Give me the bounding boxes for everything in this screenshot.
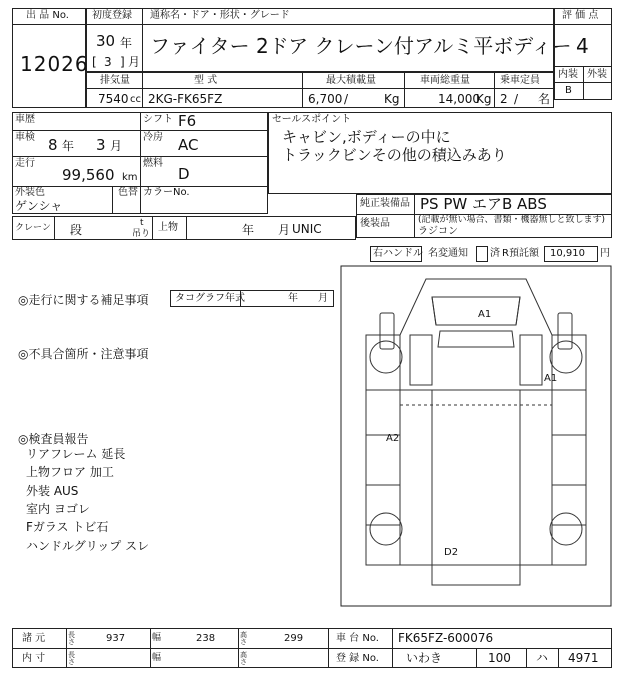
displacement-value: 7540 [98, 92, 129, 106]
mileage-label: 走行 [15, 158, 35, 169]
after-parts-note: (記載が無い場合、書類・機器無しと致します) [418, 215, 606, 225]
divider [142, 8, 143, 72]
registration-label: 初度登録 [92, 10, 132, 21]
sales-point-line1: キャビン,ボディーの中に [282, 128, 451, 146]
color-change-label: 色替 [118, 187, 138, 198]
windshield [432, 297, 520, 325]
type-label: 型 式 [194, 75, 218, 86]
width-value: 238 [196, 633, 216, 644]
height-value: 299 [284, 633, 304, 644]
chassis-number: FK65FZ-600076 [398, 631, 494, 645]
standard-equipment-label: 純正装備品 [360, 198, 410, 209]
plate-region: いわき [406, 651, 443, 665]
upper-maker: UNIC [292, 222, 322, 236]
capacity-label: 乗車定員 [500, 75, 540, 86]
inspector-line: Fガラス トビ石 [26, 520, 109, 534]
height-label: 高さ [240, 631, 247, 646]
divider [494, 72, 495, 108]
dimensions-label: 諸 元 [22, 633, 46, 644]
door-right [520, 335, 542, 385]
registration-year: 30 [96, 32, 116, 50]
max-load-unit: Kg [384, 92, 400, 106]
divider [142, 72, 143, 108]
interior-label: 内装 [558, 69, 578, 80]
model-name: ファイター 2ドア クレーン付アルミ平ボディー [150, 34, 572, 58]
a-pillar [432, 297, 520, 325]
mileage-unit: km [122, 172, 138, 183]
chassis-label: 車 台 No. [336, 633, 379, 644]
gate-lines-left [366, 435, 400, 525]
length-value: 937 [106, 633, 126, 644]
divider [558, 648, 559, 668]
registration-month: 3 [104, 55, 112, 69]
divider [328, 628, 329, 668]
max-load-value: 6,700 [308, 92, 343, 106]
bracket-close: ] [120, 55, 125, 69]
crane-ton-label: t [140, 218, 144, 228]
tachograph-month-unit: 月 [318, 293, 328, 304]
inner-height-label: 高さ [240, 651, 247, 666]
recycle-value: 10,910 [550, 248, 585, 259]
type-value: 2KG-FK65FZ [148, 92, 223, 106]
wheel-rear-left [370, 513, 402, 545]
divider [152, 216, 153, 240]
truck-diagram [340, 265, 612, 607]
displacement-unit: cc [130, 94, 141, 105]
diagram-frame [341, 266, 611, 606]
divider [86, 24, 554, 25]
registration-year-unit: 年 [120, 36, 133, 50]
right-hand-text: 右ハンドル [373, 248, 423, 259]
divider [526, 648, 527, 668]
crane-hang-label: 吊り [132, 229, 151, 239]
slash: / [344, 92, 349, 106]
inner-dimensions-label: 内 寸 [22, 653, 46, 664]
fuel-value: D [178, 165, 190, 183]
displacement-label: 排気量 [100, 75, 130, 86]
mirror-right [558, 313, 572, 349]
registration-month-unit: 月 [128, 55, 141, 69]
inspector-line: リアフレーム 延長 [26, 447, 126, 461]
roof [438, 331, 514, 347]
score-label: 評 価 点 [562, 10, 599, 21]
sales-point-label: セールスポイント [272, 114, 352, 125]
capacity-value: 2 [500, 92, 508, 106]
lot-label: 出 品 No. [26, 10, 69, 21]
damage-mark: A1 [544, 373, 558, 384]
color-label: 外装色 [15, 187, 45, 198]
capacity-unit: 名 [538, 92, 551, 106]
inspection-month: 3 [96, 136, 106, 154]
name-change-box [476, 246, 488, 262]
mileage-value: 99,560 [62, 166, 115, 184]
damage-mark: A2 [386, 433, 400, 444]
wheel-front-left [370, 341, 402, 373]
inspection-month-unit: 月 [110, 139, 123, 153]
recycle-unit: 円 [600, 248, 610, 259]
plate-number: 4971 [568, 651, 599, 665]
sales-point-line2: トラックビンその他の積込みあり [282, 146, 507, 164]
inspector-line: 外装 AUS [26, 484, 79, 498]
plate-class: 100 [488, 651, 511, 665]
divider [404, 72, 405, 108]
inspection-label: 車検 [15, 132, 35, 143]
inspector-line: ハンドルグリップ スレ [26, 539, 150, 553]
max-load-label: 最大積載量 [326, 75, 376, 86]
tachograph-label: タコグラフ年式 [175, 293, 245, 304]
tachograph-year-unit: 年 [288, 293, 298, 304]
wheel-front-right [550, 341, 582, 373]
divider [392, 628, 393, 668]
divider [583, 66, 584, 100]
inspector-report-label: ◎検査員報告 [18, 432, 89, 446]
history-label: 車歴 [15, 114, 35, 125]
recycle-label: R預託額 [502, 248, 539, 259]
divider [54, 216, 55, 240]
upper-year-unit: 年 [242, 223, 255, 237]
divider [112, 186, 113, 214]
divider [302, 72, 303, 108]
after-parts-value: ラジコン [418, 226, 458, 237]
lot-number: 12026 [20, 52, 89, 76]
wheel-rear-right [550, 513, 582, 545]
divider [414, 194, 415, 238]
pref-mark: 済 [490, 248, 500, 259]
damage-mark: A1 [478, 309, 492, 320]
interior-grade: B [565, 85, 572, 96]
slash: / [514, 92, 519, 106]
ac-value: AC [178, 136, 199, 154]
crane-label: クレーン [15, 223, 51, 233]
divider [12, 648, 612, 649]
after-parts-label: 後装品 [360, 218, 390, 229]
door-left [410, 335, 432, 385]
gate-lines-right [552, 435, 586, 525]
plate-label: 登 録 No. [336, 653, 379, 664]
body-outline [400, 390, 552, 565]
inspector-line: 上物フロア 加工 [26, 465, 114, 479]
crane-stage-label: 段 [70, 223, 83, 237]
divider [554, 24, 612, 25]
width-label: 幅 [152, 633, 162, 643]
fuel-label: 燃料 [143, 158, 163, 169]
divider [238, 628, 239, 668]
color-number-label: カラーNo. [143, 187, 190, 198]
upper-month-unit: 月 [278, 223, 291, 237]
divider [150, 628, 151, 668]
inner-length-label: 長さ [68, 651, 75, 666]
shift-value: F6 [178, 112, 197, 130]
defects-label: ◎不具合箇所・注意事項 [18, 347, 149, 361]
inspection-year: 8 [48, 136, 58, 154]
divider [86, 88, 554, 89]
shift-label: シフト [143, 114, 173, 125]
exterior-label: 外装 [587, 69, 607, 80]
divider [476, 648, 477, 668]
score-value: 4 [576, 34, 589, 58]
damage-mark: D2 [444, 547, 459, 558]
standard-equipment-value: PS PW エアB ABS [420, 195, 547, 213]
ac-label: 冷房 [143, 132, 163, 143]
divider [140, 112, 141, 214]
model-header-label: 通称名・ドア・形状・グレード [150, 10, 290, 21]
name-change-label: 名変通知 [428, 248, 468, 259]
gross-weight-value: 14,000 [438, 92, 480, 106]
inner-width-label: 幅 [152, 653, 162, 663]
length-label: 長さ [68, 631, 75, 646]
color-value: ゲンシャ [15, 199, 63, 213]
plate-kana: ハ [536, 651, 549, 665]
bracket-open: [ [92, 55, 97, 69]
divider [66, 628, 67, 668]
divider [12, 24, 86, 25]
gross-weight-label: 車両総重量 [420, 75, 470, 86]
inspector-line: 室内 ヨゴレ [26, 502, 90, 516]
divider [186, 216, 187, 240]
gross-weight-unit: Kg [476, 92, 492, 106]
driving-notes-label: ◎走行に関する補足事項 [18, 293, 149, 307]
mirror-left [380, 313, 394, 349]
upper-body-label: 上物 [158, 222, 178, 233]
inspection-year-unit: 年 [62, 139, 75, 153]
